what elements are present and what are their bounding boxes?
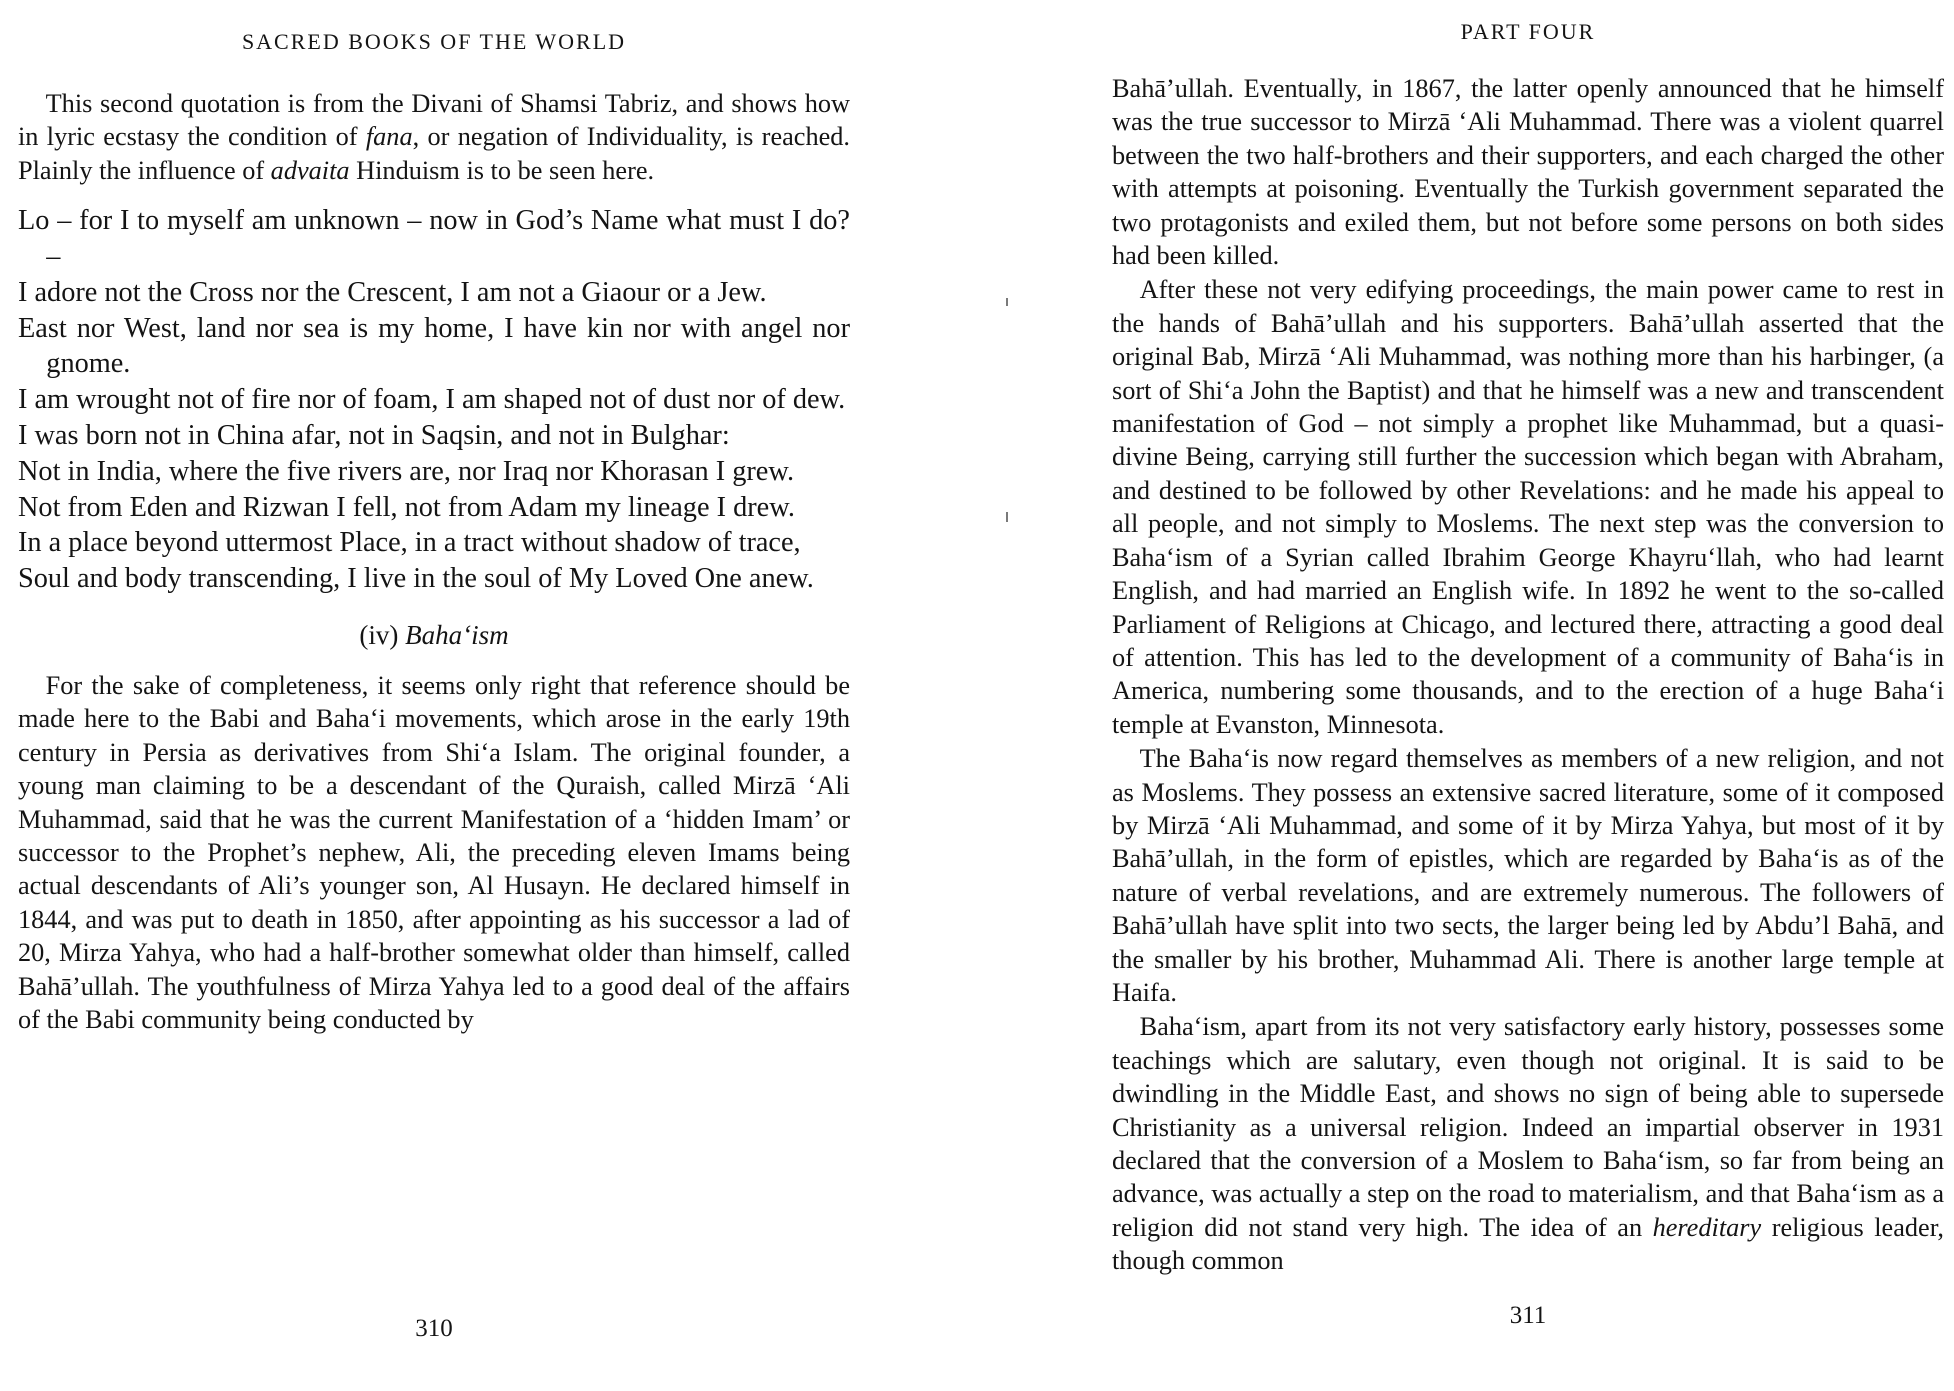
left-page	[18, 0, 850, 1342]
poem-line: East nor West, land nor sea is my home, I have kin nor with angel nor gnome.	[18, 312, 850, 380]
right-page-body	[1112, 72, 1944, 1278]
page-number: 311	[1509, 1302, 1547, 1329]
text-run: Hinduism is to be seen here.	[349, 155, 655, 185]
running-header: PART FOUR	[1460, 19, 1596, 44]
poem-line: Not from Eden and Rizwan I fell, not from Adam my lineage I drew.	[18, 491, 795, 523]
text-run: religious leader, though common	[1112, 1212, 1944, 1276]
section-heading-number: (iv)	[359, 619, 406, 650]
body-paragraph	[1112, 273, 1944, 741]
section-paragraph: For the sake of completeness, it seems only right that reference should be made here to the Babi and Baha‘i movements, which arose in the early 19th century in Persia as derivatives from Shi‘a Islam. The original founder, a young man claiming to be a descendant of the Quraish, called Mirzā ‘Ali Muhammad, said that he was the current Manifestation of a ‘hidden Imam’ or successor to the Prophet’s nephew, Ali, the preceding eleven Imams being actual descendants of Ali’s younger son, Al Husayn. He declared himself in 1844, and was put to death in 1850, after appointing as his successor a lad of 20, Mirza Yahya, who had a half-brother somewhat older than himself, called Bahā’ullah. The youthfulness of Mirza Yahya led to a good deal of the affairs of the Babi community being conducted by	[18, 670, 850, 1035]
text-run: , or negation of Individuality, is reached. Plainly the influence of	[18, 122, 850, 185]
poem-line: Not in India, where the five rivers are, nor Iraq nor Khorasan I grew.	[18, 455, 795, 487]
gutter-mark	[1006, 298, 1008, 306]
text-run: Baha‘ism, apart from its not very satisfactory early history, possesses some teachings which are salutary, even though not original. It is said to be dwindling in the Middle East, and shows no sign of being able to supersede Christianity as a universal religion. Indeed an impartial observer in 1931 declared that the conversion of a Moslem to Baha‘ism, so far from being an advance, was actually a step on the road to materialism, and that Baha‘ism as a religion did not stand very high. The idea of an	[1112, 1012, 1944, 1242]
text-run: This second quotation is from the Divani of Shamsi Tabriz, and shows how in lyric ecstasy the condition of	[18, 89, 850, 152]
text-run: Bahā’ullah. Eventually, in 1867, the latter openly announced that he himself was the true successor to Mirzā ‘Ali Muhammad. There was a violent quarrel between the two half-brothers and their supporters, and each charged the other with attempts at poisoning. Eventually the Turkish government separated the two protagonists and exiled them, but not before some persons on both sides had been killed.	[1112, 74, 1944, 271]
italic-text: hereditary	[1652, 1212, 1762, 1242]
body-paragraph	[1112, 1010, 1944, 1277]
poem-line: Soul and body transcending, I live in the soul of My Loved One anew.	[18, 563, 814, 595]
italic-text: advaita	[270, 155, 350, 185]
page-number: 310	[415, 1315, 453, 1342]
text-run: The Baha‘is now regard themselves as members of a new religion, and not as Moslems. They possess an extensive sacred literature, some of it composed by Mirzā ‘Ali Muhammad, and some of it by Mirza Yahya, but most of it by Bahā’ullah, in the form of epistles, which are regarded by Baha‘is as of the nature of verbal revelations, and are extremely numerous. The followers of Bahā’ullah have split into two sects, the larger being led by Abdu’l Bahā, and the smaller by his brother, Muhammad Ali. There is another large temple at Haifa.	[1112, 744, 1944, 1007]
poem-line: Lo – for I to myself am unknown – now in God’s Name what must I do? –	[18, 205, 850, 273]
intro-paragraph	[18, 87, 850, 187]
body-paragraph	[1112, 72, 1944, 272]
gutter-mark	[1006, 512, 1008, 522]
left-page-body	[18, 87, 850, 187]
body-paragraph	[1112, 742, 1944, 1009]
section-heading-title: Baha‘ism	[405, 619, 509, 650]
text-run: After these not very edifying proceedings, the main power came to rest in the hands of Bahā’ullah and his supporters. Bahā’ullah asserted that the original Bab, Mirzā ‘Ali Muhammad, was nothing more than his harbinger, (a sort of Shi‘a John the Baptist) and that he himself was a new and transcendent manifestation of God – not simply a prophet like Muhammad, but a quasi-divine Being, carrying still further the succession which began with Abraham, and destined to be followed by other Revelations: and he made his appeal to all people, and not simply to Moslems. The next step was the conversion to Baha‘ism of a Syrian called Ibrahim George Khayru‘llah, who had learnt English, and had married an English wife. In 1892 he went to the so-called Parliament of Religions at Chicago, and lectured there, attracting a good deal of attention. This has led to the development of a community of Baha‘is in America, numbering some thousands, and to the erection of a huge Baha‘i temple at Evanston, Minnesota.	[1112, 275, 1944, 739]
right-page	[1112, 0, 1944, 1329]
poem-line: I am wrought not of fire nor of foam, I am shaped not of dust nor of dew.	[18, 384, 846, 416]
section-body	[18, 669, 850, 1036]
poem	[18, 203, 850, 597]
poem-line: I was born not in China afar, not in Saqsin, and not in Bulghar:	[18, 420, 730, 451]
section-heading	[18, 619, 850, 650]
italic-text: fana	[365, 122, 413, 152]
running-header: SACRED BOOKS OF THE WORLD	[241, 29, 627, 54]
poem-line: I adore not the Cross nor the Crescent, I am not a Giaour or a Jew.	[18, 276, 767, 308]
poem-line: In a place beyond uttermost Place, in a tract without shadow of trace,	[18, 527, 801, 559]
